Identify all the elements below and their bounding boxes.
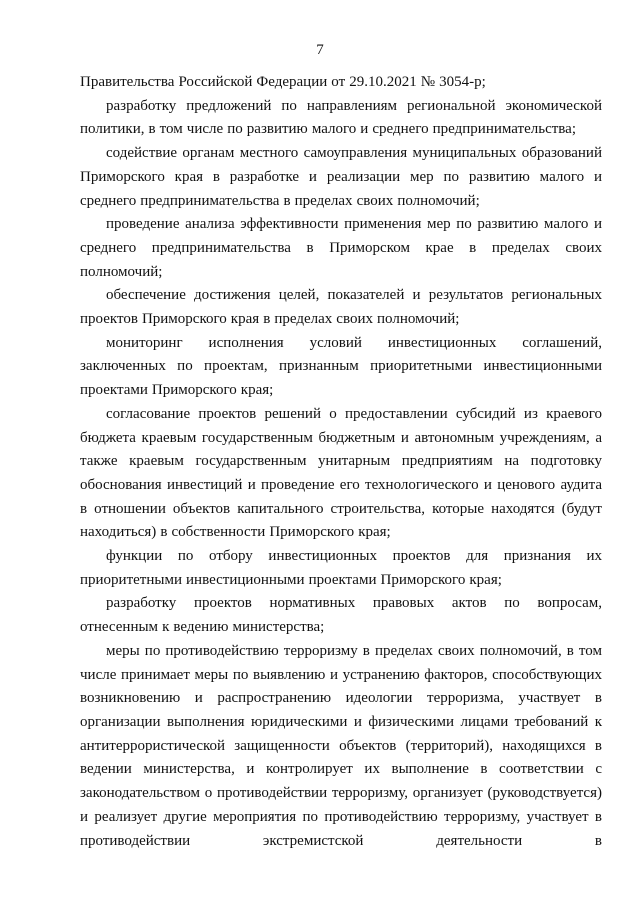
paragraph: функции по отбору инвестиционных проектов для признания их приоритетными инвестиционными проектами Приморского края; — [80, 548, 602, 588]
paragraph: проведение анализа эффективности применения мер по развитию малого и среднего предпринимательства в Приморском крае в пределах своих полномочий; — [80, 216, 602, 280]
paragraph: мониторинг исполнения условий инвестиционных соглашений, заключенных по проектам, признанным приоритетными инвестиционными проектами Приморского края; — [80, 334, 602, 399]
paragraph-continuation: Правительства Российской Федерации от 29.10.2021 № 3054-р; — [80, 74, 486, 90]
paragraph: обеспечение достижения целей, показателей и результатов региональных проектов Приморского края в пределах своих полномочий; — [80, 287, 602, 328]
document-body — [80, 71, 602, 853]
paragraph-last: меры по противодействию терроризму в пределах своих полномочий, в том числе принимает меры по выявлению и устранению факторов, способствующих возникновению и распространению идеологии терроризма, участвует в организации выполнения юридическими и физическими лицами требований к антитеррористической защищенности объектов (территорий), находящихся в ведении министерства, и контролирует их выполнение в соответствии с законодательством о противодействии терроризму, организует (руководствуется) и реализует другие мероприятия по противодействию терроризму, участвует в противодействии экстремистской деятельности в — [80, 642, 602, 849]
paragraph: разработку предложений по направлениям региональной экономической политики, в том числе по развитию малого и среднего предпринимательства; — [80, 97, 602, 138]
page-number: 7 — [316, 42, 324, 58]
paragraph: согласование проектов решений о предоставлении субсидий из краевого бюджета краевым государственным бюджетным и автономным учреждениям, а также краевым государственным унитарным предприятиям на подготовку обоснования инвестиций и проведение его технологического и ценового аудита в отношении объектов капитального строительства, которые находятся (будут находиться) в собственности Приморского края; — [80, 405, 602, 541]
paragraph: содействие органам местного самоуправления муниципальных образований Приморского края в разработке и реализации мер по развитию малого и среднего предпринимательства в пределах своих полномочий; — [80, 145, 602, 209]
paragraph: разработку проектов нормативных правовых актов по вопросам, отнесенным к ведению министерства; — [80, 595, 602, 636]
